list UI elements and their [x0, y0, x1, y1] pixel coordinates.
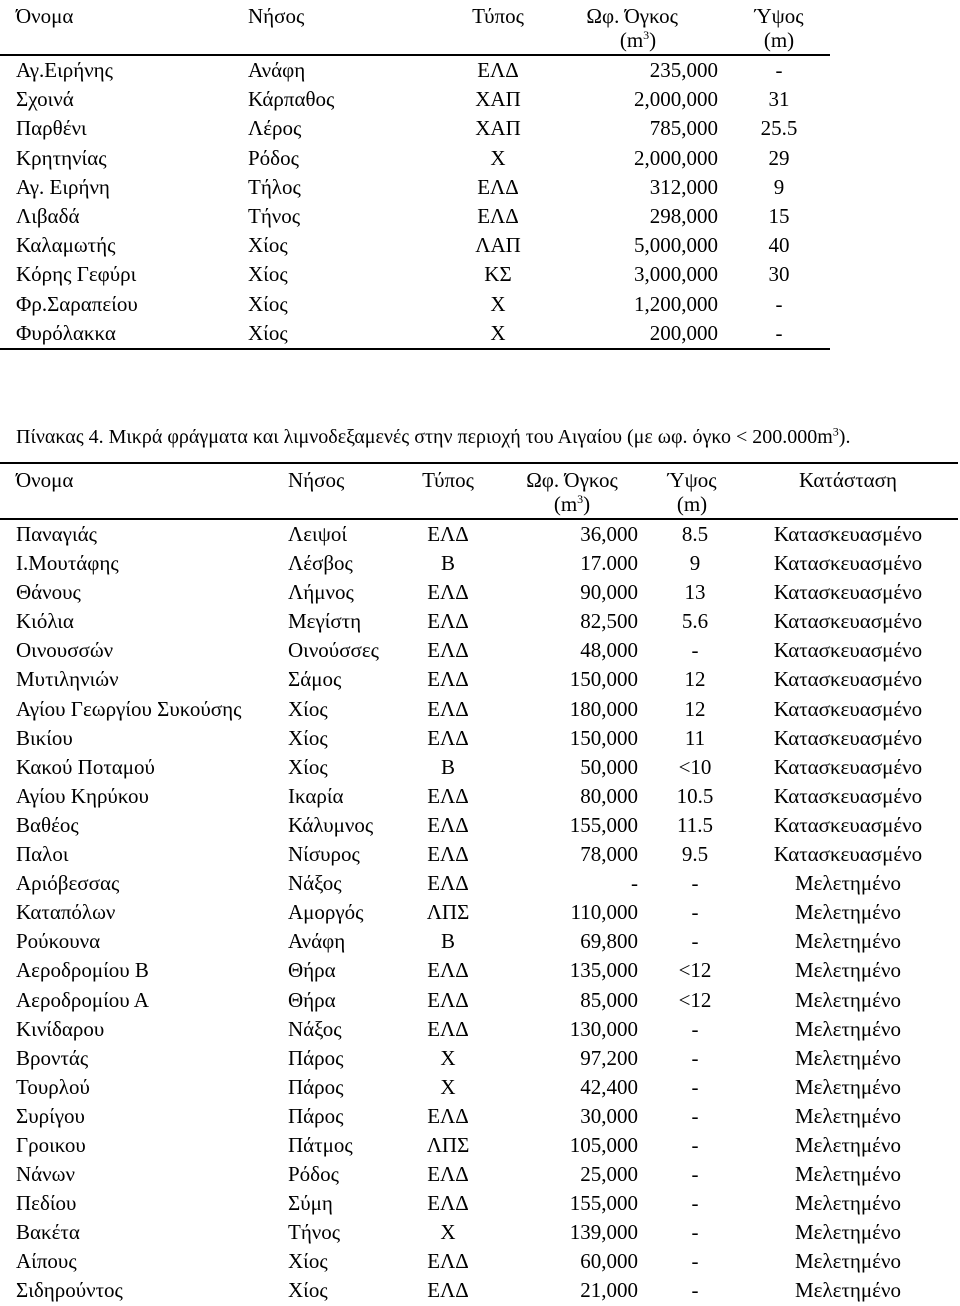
cell-name: Τουρλού — [16, 1074, 90, 1099]
cell-island: Νίσυρος — [288, 842, 360, 867]
cell-volume: 200,000 — [558, 319, 718, 349]
cell-island: Χίος — [288, 725, 328, 750]
cell-volume: 1,200,000 — [634, 291, 718, 316]
cell-height: - — [691, 638, 699, 663]
cell-type: ΧΑΠ — [475, 87, 521, 112]
header-type: Τύπος — [410, 463, 486, 519]
table-row — [0, 898, 958, 927]
cell-name: Αίπους — [16, 1249, 77, 1274]
cell-island: Ρόδος — [248, 145, 299, 170]
cell-volume: 130,000 — [569, 1016, 638, 1041]
cell-name: Φρ.Σαραπείου — [16, 291, 138, 316]
header-volume-line2 — [558, 28, 678, 52]
cell-height: - — [691, 1103, 699, 1128]
cell-type: ΛΠΣ — [426, 900, 470, 925]
cell-volume: 150,000 — [569, 667, 638, 692]
cell-name: Βαθέος — [16, 812, 79, 837]
table-row — [0, 173, 830, 202]
cell-volume: 110,000 — [570, 900, 638, 925]
small-dams-table-body — [0, 519, 958, 1306]
cell-height: - — [691, 1278, 699, 1303]
cell-island: Μεγίστη — [288, 609, 362, 634]
cell-island: Χίος — [288, 1249, 328, 1274]
cell-type: Χ — [438, 319, 558, 349]
cell-island: Θήρα — [288, 958, 336, 983]
table-row — [0, 782, 958, 811]
cell-type: ΕΛΔ — [427, 580, 469, 605]
cell-status: Μελετημένο — [795, 1249, 901, 1274]
caption-text: Πίνακας 4. Μικρά φράγματα και λιμνοδεξαμενές στην περιοχή του Αιγαίου (με ωφ. όγκο < 200.000m — [16, 426, 833, 448]
cell-volume: 17.000 — [580, 551, 638, 576]
cell-island: Χίος — [248, 262, 288, 287]
cell-volume: - — [631, 871, 638, 896]
table-row — [0, 986, 958, 1015]
table-row — [0, 1276, 958, 1305]
table-row — [0, 753, 958, 782]
header-volume-close: ) — [583, 492, 591, 516]
table-row — [0, 927, 958, 956]
cell-name: Καταπόλων — [16, 900, 116, 925]
small-dams-table — [0, 462, 958, 1306]
cell-type: ΛΠΣ — [426, 1132, 470, 1157]
cell-name: Αγίου Κηρύκου — [16, 783, 149, 808]
cell-island: Ανάφη — [248, 58, 306, 82]
cell-height: 11 — [684, 725, 706, 750]
cell-name: Λιβαδά — [16, 203, 80, 228]
header-volume-unit: (m — [619, 28, 644, 52]
cell-height: - — [691, 1191, 699, 1216]
cell-height: <10 — [678, 754, 712, 779]
cell-height: 12 — [684, 696, 706, 721]
cell-height: - — [691, 1220, 699, 1245]
cell-name: Κιόλια — [16, 609, 74, 634]
cell-name: Πεδίου — [16, 1191, 77, 1216]
cell-volume: 150,000 — [569, 725, 638, 750]
cell-status: Μελετημένο — [795, 987, 901, 1012]
cell-volume: 90,000 — [580, 580, 638, 605]
cell-name: Σχοινά — [16, 87, 74, 112]
header-volume-close: ) — [649, 28, 657, 52]
cell-island: Τήνος — [248, 203, 301, 228]
table-row — [0, 1247, 958, 1276]
cell-type: ΕΛΔ — [427, 1162, 469, 1187]
cell-name: Βροντάς — [16, 1045, 89, 1070]
table-row — [0, 85, 830, 114]
table-caption — [16, 425, 850, 449]
header-height-line1: Ύψος — [754, 4, 804, 28]
cell-type: ΕΛΔ — [427, 1191, 469, 1216]
cell-name: Παρθένι — [16, 116, 87, 141]
cell-status: Μελετημένο — [795, 871, 901, 896]
cell-status: Κατασκευασμένο — [773, 812, 923, 837]
cell-type: Χ — [440, 1045, 456, 1070]
table-row — [0, 1189, 958, 1218]
cell-height: <12 — [678, 987, 712, 1012]
cell-status: Μελετημένο — [795, 1278, 901, 1303]
cell-name: Αεροδρομίου Β — [16, 958, 149, 983]
table-row — [0, 607, 958, 636]
cell-volume: 3,000,000 — [634, 262, 718, 287]
cell-status: Μελετημένο — [795, 1074, 901, 1099]
cell-type: ΚΣ — [484, 262, 512, 287]
header-island: Νήσος — [288, 463, 410, 519]
cell-type: ΕΛΔ — [427, 1103, 469, 1128]
cell-type: ΕΛΔ — [427, 871, 469, 896]
header-height — [718, 0, 830, 55]
cell-height: 8.5 — [681, 522, 709, 546]
cell-name: Αγ. Ειρήνη — [16, 174, 110, 199]
cell-name: Αγ.Ειρήνης — [16, 58, 113, 82]
cell-height: 11.5 — [677, 812, 713, 837]
cell-volume: 60,000 — [580, 1249, 638, 1274]
cell-status: Μελετημένο — [795, 1162, 901, 1187]
cell-type: Χ — [440, 1220, 456, 1245]
header-island: Νήσος — [248, 0, 438, 55]
cell-island: Λέρος — [248, 116, 302, 141]
cell-island: Σάμος — [288, 667, 342, 692]
cell-island: Πάτμος — [288, 1132, 353, 1157]
cell-status: Κατασκευασμένο — [773, 783, 923, 808]
cell-type: ΕΛΔ — [427, 958, 469, 983]
cell-island: Ικαρία — [288, 783, 344, 808]
cell-island: Λέσβος — [288, 551, 353, 576]
table-row — [0, 114, 830, 143]
table-row — [0, 1160, 958, 1189]
cell-type: ΕΛΔ — [427, 783, 469, 808]
cell-volume: 180,000 — [569, 696, 638, 721]
cell-island: Κάρπαθος — [248, 87, 335, 112]
cell-volume: 105,000 — [569, 1132, 638, 1157]
header-status: Κατάσταση — [738, 463, 958, 519]
cell-status: Κατασκευασμένο — [773, 725, 923, 750]
cell-name: Θάνους — [16, 580, 81, 605]
cell-status: Μελετημένο — [795, 900, 901, 925]
cell-volume: 78,000 — [580, 842, 638, 867]
cell-name: Βικίου — [16, 725, 73, 750]
cell-island: Χίος — [248, 233, 288, 258]
cell-volume: 5,000,000 — [634, 233, 718, 258]
cell-island: Χίος — [288, 696, 328, 721]
cell-status: Μελετημένο — [795, 1191, 901, 1216]
cell-status: Κατασκευασμένο — [773, 522, 923, 546]
cell-status: Κατασκευασμένο — [773, 667, 923, 692]
cell-type: ΕΛΔ — [427, 609, 469, 634]
cell-island: Νάξος — [288, 1016, 342, 1041]
table-row — [0, 1073, 958, 1102]
cell-height: 9.5 — [681, 842, 709, 867]
header-name: Όνομα — [0, 463, 288, 519]
cell-volume: 21,000 — [580, 1278, 638, 1303]
cell-island: Πάρος — [288, 1103, 344, 1128]
cell-name: Ρούκουνα — [16, 929, 101, 954]
cell-height: 9 — [773, 174, 785, 199]
cell-volume: 2,000,000 — [634, 145, 718, 170]
cell-status: Μελετημένο — [795, 1045, 901, 1070]
cell-volume: 48,000 — [580, 638, 638, 663]
cell-name: Κακού Ποταμού — [16, 754, 155, 779]
table-row — [0, 231, 830, 260]
cell-volume: 298,000 — [649, 203, 718, 228]
cell-status: Κατασκευασμένο — [773, 696, 923, 721]
table-row — [0, 811, 958, 840]
cell-height: - — [691, 900, 699, 925]
cell-status: Κατασκευασμένο — [773, 638, 923, 663]
cell-name: Σιδηρούντος — [16, 1278, 123, 1303]
cell-name: Γροικου — [16, 1132, 86, 1157]
cell-name: Ι.Μουτάφης — [16, 551, 119, 576]
cell-name: Κρητηνίας — [16, 145, 107, 170]
cell-type: Β — [440, 929, 455, 954]
dams-table — [0, 0, 830, 350]
cell-name: Οινουσσών — [16, 638, 114, 663]
cell-height: 10.5 — [676, 783, 714, 808]
cell-island: Χίος — [288, 754, 328, 779]
cell-island: Πάρος — [288, 1045, 344, 1070]
header-volume-sup: 3 — [643, 28, 650, 42]
table-row — [0, 695, 958, 724]
cell-status: Κατασκευασμένο — [773, 551, 923, 576]
cell-island: Αμοργός — [288, 900, 364, 925]
cell-height: - — [691, 1162, 699, 1187]
cell-volume: 80,000 — [580, 783, 638, 808]
caption-sup: 3 — [832, 424, 839, 439]
cell-height: - — [691, 1249, 699, 1274]
cell-name: Καλαμωτής — [16, 233, 116, 258]
cell-volume: 42,400 — [580, 1074, 638, 1099]
cell-type: Χ — [490, 145, 506, 170]
cell-island: Τήνος — [288, 1220, 341, 1245]
cell-name: Κόρης Γεφύρι — [16, 262, 137, 287]
small-dams-table-header-row — [0, 463, 958, 519]
table-row — [0, 1218, 958, 1247]
cell-name: Νάνων — [16, 1162, 75, 1187]
header-volume — [558, 0, 718, 55]
cell-volume: 85,000 — [580, 987, 638, 1012]
cell-volume: 155,000 — [569, 812, 638, 837]
cell-island: Ανάφη — [288, 929, 346, 954]
cell-island: Κάλυμνος — [288, 812, 374, 837]
cell-status: Κατασκευασμένο — [773, 754, 923, 779]
table-row — [0, 578, 958, 607]
cell-volume: 82,500 — [580, 609, 638, 634]
cell-height: 25.5 — [760, 116, 798, 141]
cell-height: - — [691, 1132, 699, 1157]
cell-type: ΕΛΔ — [427, 522, 469, 546]
cell-height: 12 — [684, 667, 706, 692]
header-type: Τύπος — [438, 0, 558, 55]
table-row — [0, 869, 958, 898]
cell-height: - — [691, 871, 699, 896]
cell-type: ΕΛΔ — [427, 1249, 469, 1274]
dams-table-body — [0, 55, 830, 349]
cell-volume: 69,800 — [580, 929, 638, 954]
header-height — [638, 463, 738, 519]
cell-volume: 97,200 — [580, 1045, 638, 1070]
table-row — [0, 1131, 958, 1160]
cell-type: ΧΑΠ — [475, 116, 521, 141]
cell-volume: 155,000 — [569, 1191, 638, 1216]
cell-height: - — [691, 1016, 699, 1041]
header-volume-sup: 3 — [577, 492, 584, 506]
cell-volume: 2,000,000 — [634, 87, 718, 112]
cell-status: Μελετημένο — [795, 1103, 901, 1128]
cell-type: ΕΛΔ — [477, 58, 519, 82]
table-row — [0, 144, 830, 173]
cell-type: Χ — [440, 1074, 456, 1099]
cell-name: Παναγιάς — [16, 522, 97, 546]
cell-volume: 30,000 — [580, 1103, 638, 1128]
cell-height: - — [775, 58, 783, 82]
cell-status: Κατασκευασμένο — [773, 609, 923, 634]
cell-type: Β — [440, 551, 455, 576]
table-row — [0, 519, 958, 549]
header-height-line2: (m) — [763, 28, 795, 52]
cell-island: Λειψοί — [288, 522, 347, 546]
cell-type: ΕΛΔ — [477, 174, 519, 199]
cell-name: Συρίγου — [16, 1103, 85, 1128]
cell-height: 40 — [768, 233, 790, 258]
cell-name: Παλοι — [16, 842, 69, 867]
cell-status: Μελετημένο — [795, 1220, 901, 1245]
header-volume-unit: (m — [553, 492, 578, 516]
cell-name: Αριόβεσσας — [16, 871, 120, 896]
table-row — [0, 55, 830, 85]
cell-type: ΕΛΔ — [477, 203, 519, 228]
cell-volume: 139,000 — [569, 1220, 638, 1245]
cell-status: Κατασκευασμένο — [773, 842, 923, 867]
table-row — [0, 1015, 958, 1044]
header-volume — [486, 463, 638, 519]
cell-volume: 235,000 — [649, 58, 718, 82]
cell-status: Μελετημένο — [795, 1132, 901, 1157]
cell-type: Β — [440, 754, 455, 779]
table-row — [0, 636, 958, 665]
cell-height: - — [691, 929, 699, 954]
cell-island: Χίος — [288, 1278, 328, 1303]
cell-height: - — [691, 1045, 699, 1070]
cell-name: Μυτιληνιών — [16, 667, 119, 692]
cell-type: ΕΛΔ — [427, 696, 469, 721]
cell-height: 5.6 — [681, 609, 709, 634]
cell-type: ΕΛΔ — [427, 725, 469, 750]
cell-island: Λήμνος — [288, 580, 354, 605]
header-volume-line1: Ωφ. Όγκος — [586, 4, 678, 28]
table-row — [0, 1102, 958, 1131]
cell-island: Πάρος — [288, 1074, 344, 1099]
header-volume-line1: Ωφ. Όγκος — [526, 468, 618, 492]
table-row — [0, 1044, 958, 1073]
cell-height: <12 — [678, 958, 712, 983]
cell-height: 9 — [689, 551, 701, 576]
cell-volume: 785,000 — [649, 116, 718, 141]
cell-type: ΛΑΠ — [475, 233, 521, 258]
header-height-line1: Ύψος — [667, 468, 717, 492]
cell-name: Αγίου Γεωργίου Συκούσης — [16, 696, 242, 721]
cell-island: Ρόδος — [288, 1162, 339, 1187]
cell-name: Φυρόλακκα — [0, 319, 248, 349]
cell-status: Μελετημένο — [795, 958, 901, 983]
cell-height: 13 — [684, 580, 706, 605]
cell-height: - — [718, 319, 830, 349]
cell-volume: 50,000 — [580, 754, 638, 779]
cell-type: ΕΛΔ — [427, 987, 469, 1012]
cell-height: 29 — [768, 145, 790, 170]
cell-type: ΕΛΔ — [427, 1016, 469, 1041]
cell-height: - — [775, 291, 783, 316]
table-row — [0, 290, 830, 319]
cell-volume: 36,000 — [580, 522, 638, 546]
header-name: Όνομα — [0, 0, 248, 55]
cell-island: Χίος — [248, 319, 438, 349]
cell-island: Τήλος — [248, 174, 301, 199]
cell-island: Οινούσσες — [288, 638, 379, 663]
table-row — [0, 840, 958, 869]
cell-type: Χ — [490, 291, 506, 316]
cell-height: - — [691, 1074, 699, 1099]
cell-height: 15 — [768, 203, 790, 228]
table-row — [0, 202, 830, 231]
cell-type: ΕΛΔ — [427, 667, 469, 692]
cell-name: Κινίδαρου — [16, 1016, 105, 1041]
cell-height: 30 — [768, 262, 790, 287]
cell-type: ΕΛΔ — [427, 638, 469, 663]
cell-status: Μελετημένο — [795, 929, 901, 954]
cell-name: Αεροδρομίου Α — [16, 987, 149, 1012]
table-row — [0, 260, 830, 289]
dams-table-header-row — [0, 0, 830, 55]
cell-name: Βακέτα — [16, 1220, 80, 1245]
cell-status: Κατασκευασμένο — [773, 580, 923, 605]
cell-volume: 25,000 — [580, 1162, 638, 1187]
cell-type: ΕΛΔ — [427, 812, 469, 837]
table-row — [0, 549, 958, 578]
table-row — [0, 956, 958, 985]
cell-island: Θήρα — [288, 987, 336, 1012]
table-row — [0, 319, 830, 349]
table-row — [0, 665, 958, 694]
header-height-line2: (m) — [676, 492, 708, 516]
cell-island: Σύμη — [288, 1191, 333, 1216]
cell-height: 31 — [768, 87, 790, 112]
header-volume-line2 — [506, 492, 638, 516]
cell-type: ΕΛΔ — [427, 842, 469, 867]
cell-volume: 135,000 — [569, 958, 638, 983]
cell-type: ΕΛΔ — [427, 1278, 469, 1303]
cell-volume: 312,000 — [649, 174, 718, 199]
table-row — [0, 724, 958, 753]
cell-island: Νάξος — [288, 871, 342, 896]
cell-island: Χίος — [248, 291, 288, 316]
caption-close: ). — [838, 426, 851, 448]
cell-status: Μελετημένο — [795, 1016, 901, 1041]
